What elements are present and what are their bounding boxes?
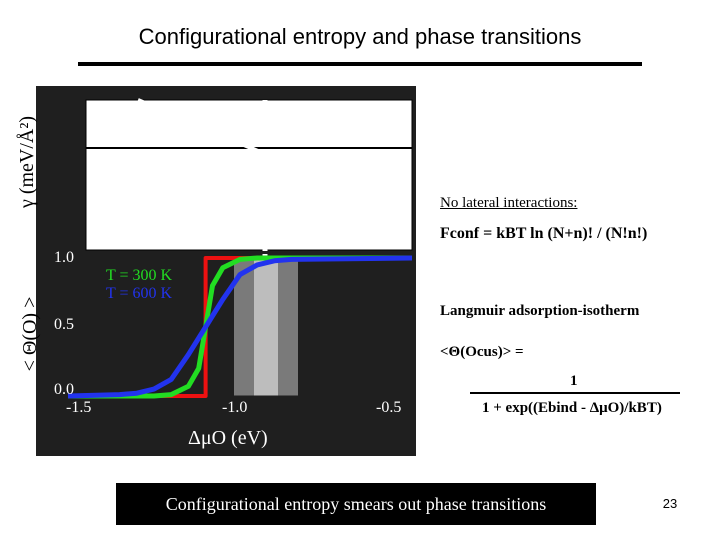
- legend-300k: T = 300 K: [106, 267, 173, 284]
- x-tick-n05: -0.5: [376, 399, 402, 416]
- x-tick-n10: -1.0: [222, 399, 248, 416]
- footer-text: Configurational entropy smears out phase transitions: [165, 494, 547, 514]
- theta-axis-label: < Θ(O) >: [19, 296, 41, 372]
- fraction-bar: [470, 392, 680, 394]
- x-tick-n15: -1.5: [66, 399, 92, 416]
- fconf-formula: Fconf = kBT ln (N+n)! / (N!n!): [440, 225, 648, 242]
- y-tick-05: 0.5: [54, 316, 74, 333]
- fraction-numerator: 1: [570, 373, 578, 389]
- y-tick-1: 1.0: [54, 249, 74, 266]
- x-axis-label: ΔμO (eV): [188, 427, 268, 449]
- theta-expression: <Θ(Ocus)> =: [440, 344, 524, 360]
- no-lateral-text: No lateral interactions:: [440, 195, 578, 211]
- footer-banner: [116, 483, 596, 525]
- page-number: 23: [662, 496, 678, 511]
- slide-title: Configurational entropy and phase transitions: [138, 24, 582, 49]
- gamma-axis-label: γ (meV/Å²): [16, 115, 38, 209]
- langmuir-text: Langmuir adsorption-isotherm: [440, 303, 640, 319]
- fraction-denominator: 1 + exp((Ebind - ΔμO)/kBT): [482, 400, 662, 416]
- y-tick-0: 0.0: [54, 381, 74, 398]
- band-300k: [254, 256, 278, 396]
- top-plot-box: [86, 100, 412, 250]
- legend-600k: T = 600 K: [106, 285, 173, 302]
